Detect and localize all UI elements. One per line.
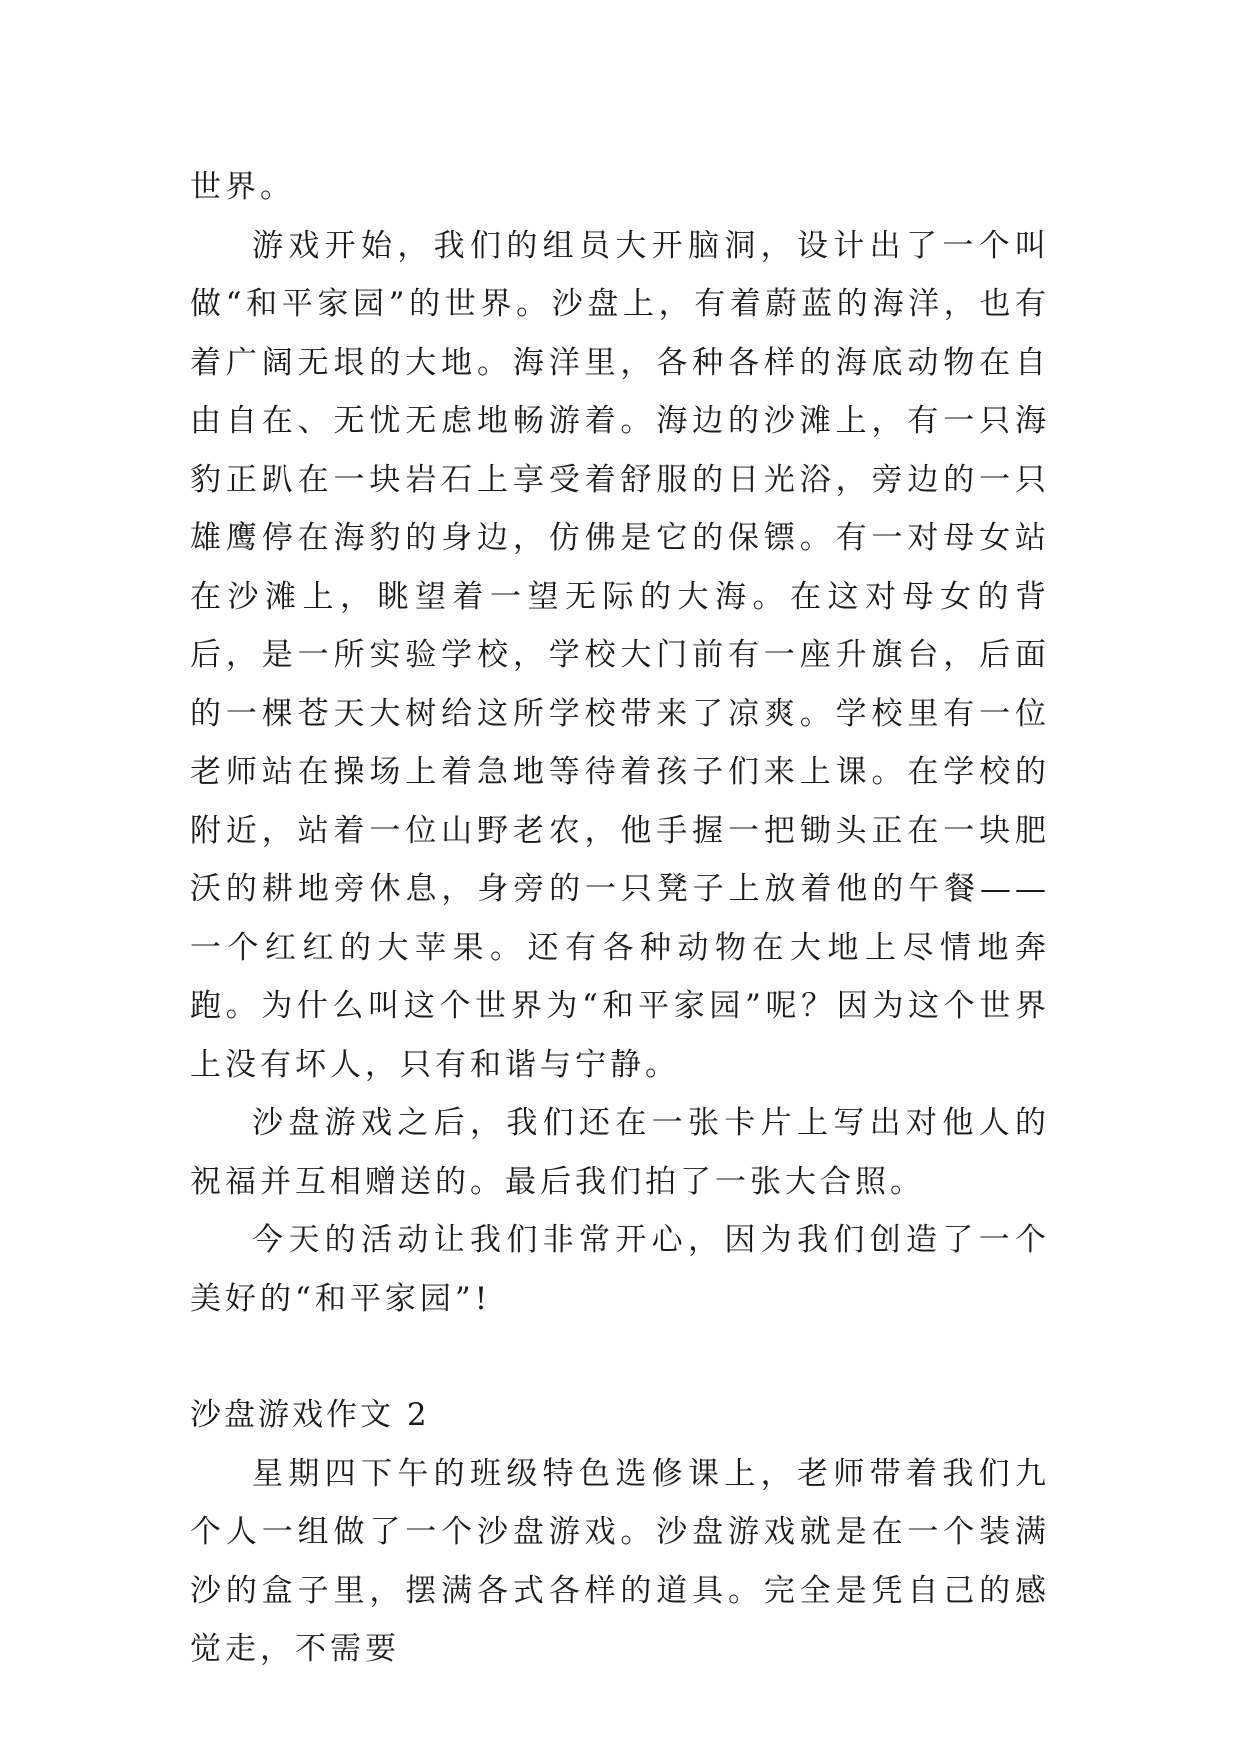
paragraph-after-game: 沙盘游戏之后，我们还在一张卡片上写出对他人的祝福并互相赠送的。最后我们拍了一张大合照。 [190,1105,1050,1200]
paragraph-game-description: 游戏开始，我们的组员大开脑洞，设计出了一个叫做“和平家园”的世界。沙盘上，有着蔚蓝的海洋，也有着广阔无垠的大地。海洋里，各种各样的海底动物在自由自在、无忧无虑地畅游着。海边的沙滩上，有一只海豹正趴在一块岩石上享受着舒服的日光浴，旁边的一只雄鹰停在海豹的身边，仿佛是它的保镖。有一对母女站在沙滩上，眺望着一望无际的大海。在这对母女的背后，是一所实验学校，学校大门前有一座升旗台，后面的一棵苍天大树给这所学校带来了凉爽。学校里有一位老师站在操场上着急地等待着孩子们来上课。在学校的附近，站着一位山野老农，他手握一把锄头正在一块肥沃的耕地旁休息，身旁的一只凳子上放着他的午餐——一个红红的大苹果。还有各种动物在大地上尽情地奔跑。为什么叫这个世界为“和平家园”呢？因为这个世界上没有坏人，只有和谐与宁静。 [190,227,1050,1083]
paragraph-section-2-intro: 星期四下午的班级特色选修课上，老师带着我们九个人一组做了一个沙盘游戏。沙盘游戏就是在一个装满沙的盒子里，摆满各式各样的道具。完全是凭自己的感觉走，不需要 [190,1455,1050,1667]
document-body [190,158,1050,1679]
paragraph-conclusion: 今天的活动让我们非常开心，因为我们创造了一个美好的“和平家园”! [190,1222,1050,1317]
paragraph-continuation: 世界。 [190,169,295,205]
section-title: 沙盘游戏作文 2 [190,1397,430,1433]
